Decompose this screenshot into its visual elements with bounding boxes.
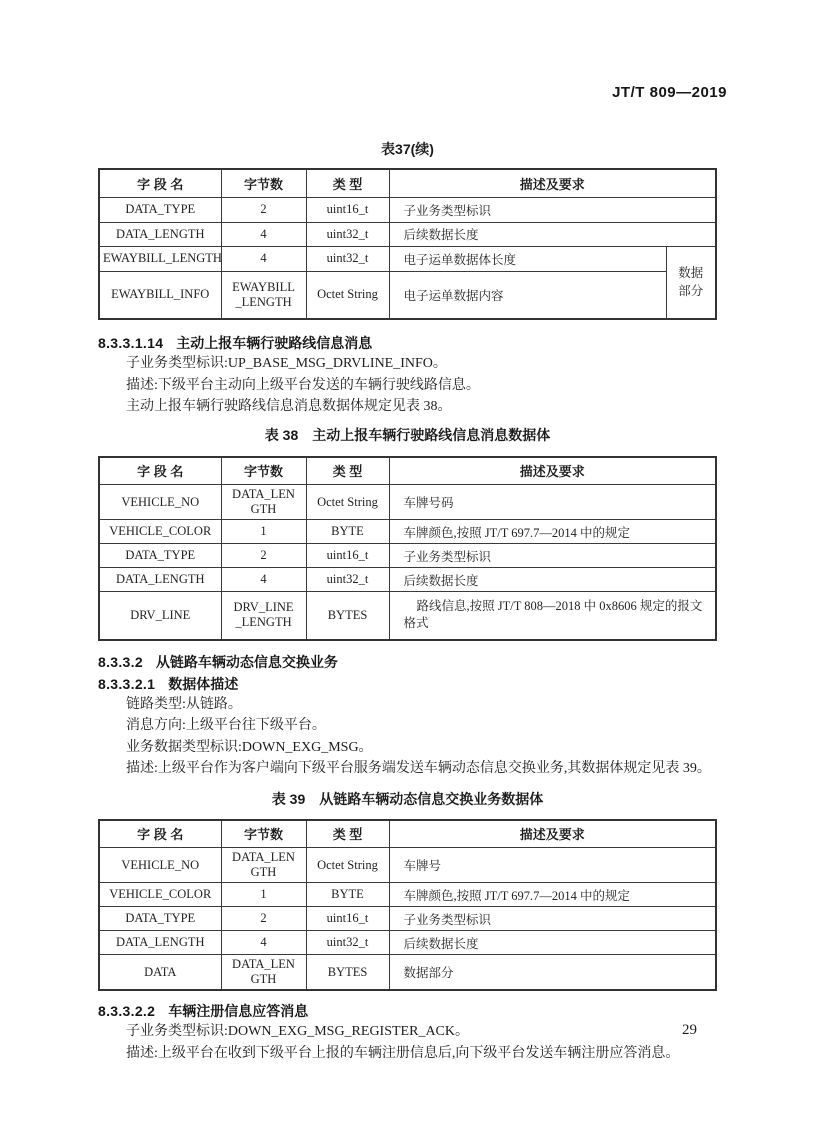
description-cell: 后续数据长度	[389, 568, 716, 592]
type-cell: uint16_t	[306, 544, 389, 568]
table-row	[99, 246, 716, 271]
description-cell: 车牌号码	[389, 485, 716, 520]
table-row	[99, 520, 716, 544]
section-heading-8-3-3-2-1	[98, 674, 717, 694]
description-cell: 子业务类型标识	[389, 544, 716, 568]
table38-header-row	[99, 457, 716, 485]
table-caption-label: 表 39	[271, 790, 306, 807]
body-line: 链路类型:从链路。	[126, 696, 242, 712]
byte-count-cell: 4	[221, 246, 306, 271]
type-cell: uint32_t	[306, 246, 389, 271]
body-line: 描述:上级平台在收到下级平台上报的车辆注册信息后,向下级平台发送车辆注册应答消息。	[126, 1045, 680, 1061]
section-number: 8.3.3.1.14	[98, 335, 164, 351]
description-cell: 车牌颜色,按照 JT/T 697.7—2014 中的规定	[389, 883, 716, 907]
column-header-field: 字 段 名	[99, 820, 221, 848]
table38-caption	[98, 426, 717, 444]
type-cell: BYTES	[306, 955, 389, 991]
table37-header-row	[99, 169, 716, 197]
table-caption-title: 从链路车辆动态信息交换业务数据体	[319, 790, 544, 807]
table37	[98, 168, 717, 320]
description-cell: 数据部分	[389, 955, 716, 991]
description-cell: 子业务类型标识	[389, 907, 716, 931]
byte-count-cell: DATA_LENGTH	[221, 848, 306, 883]
table-row	[99, 222, 716, 246]
byte-count-cell: EWAYBILL_LENGTH	[221, 271, 306, 319]
description-cell: 子业务类型标识	[389, 197, 716, 222]
type-cell: Octet String	[306, 848, 389, 883]
column-header-type: 类 型	[306, 820, 389, 848]
table39	[98, 819, 717, 992]
type-cell: Octet String	[306, 271, 389, 319]
column-header-desc: 描述及要求	[389, 820, 716, 848]
section-number: 8.3.3.2	[98, 653, 143, 670]
table-row	[99, 271, 716, 319]
column-header-type: 类 型	[306, 457, 389, 485]
body-line: 业务数据类型标识:DOWN_EXG_MSG。	[126, 739, 373, 755]
type-cell: Octet String	[306, 485, 389, 520]
table-caption-title: 主动上报车辆行驶路线信息消息数据体	[312, 426, 551, 443]
byte-count-cell: 4	[221, 568, 306, 592]
standard-number-header: JT/T 809—2019	[612, 84, 727, 101]
byte-count-cell: 4	[221, 222, 306, 246]
field-name-cell: VEHICLE_NO	[99, 485, 221, 520]
column-header-bytes: 字节数	[221, 457, 306, 485]
type-cell: uint32_t	[306, 568, 389, 592]
body-line: 描述:上级平台作为客户端向下级平台服务端发送车辆动态信息交换业务,其数据体规定见表 39。	[126, 761, 711, 776]
byte-count-cell: DATA_LENGTH	[221, 485, 306, 520]
field-name-cell: VEHICLE_NO	[99, 848, 221, 883]
type-cell: uint32_t	[306, 931, 389, 955]
table-row	[99, 931, 716, 955]
byte-count-cell: 2	[221, 907, 306, 931]
body-line: 主动上报车辆行驶路线信息消息数据体规定见表 38。	[126, 399, 452, 414]
table-caption-label: 表 38	[264, 426, 299, 443]
column-header-bytes: 字节数	[221, 820, 306, 848]
column-header-bytes: 字节数	[221, 169, 306, 197]
field-name-cell: DATA_TYPE	[99, 544, 221, 568]
section-title: 主动上报车辆行驶路线信息消息	[176, 335, 373, 351]
section-body	[98, 1021, 717, 1064]
section-title: 数据体描述	[168, 675, 239, 692]
byte-count-cell: 1	[221, 883, 306, 907]
description-cell: 车牌号	[389, 848, 716, 883]
description-cell: 后续数据长度	[389, 931, 716, 955]
page-content	[98, 140, 717, 1064]
body-line: 子业务类型标识:DOWN_EXG_MSG_REGISTER_ACK。	[126, 1024, 469, 1039]
table39-caption	[98, 790, 717, 808]
byte-count-cell: 2	[221, 197, 306, 222]
body-line: 子业务类型标识:UP_BASE_MSG_DRVLINE_INFO。	[126, 356, 447, 371]
field-name-cell: DRV_LINE	[99, 592, 221, 640]
description-cell: 电子运单数据体长度	[389, 246, 666, 271]
section-title: 车辆注册信息应答消息	[168, 1003, 309, 1019]
page-number: 29	[682, 1022, 697, 1038]
column-header-field: 字 段 名	[99, 457, 221, 485]
table-row	[99, 848, 716, 883]
column-header-field: 字 段 名	[99, 169, 221, 197]
type-cell: uint16_t	[306, 907, 389, 931]
body-line: 描述:下级平台主动向上级平台发送的车辆行驶线路信息。	[126, 377, 480, 393]
field-name-cell: VEHICLE_COLOR	[99, 520, 221, 544]
column-header-desc: 描述及要求	[389, 457, 716, 485]
type-cell: uint32_t	[306, 222, 389, 246]
table38	[98, 456, 717, 641]
column-header-type: 类 型	[306, 169, 389, 197]
section-heading-8-3-3-2	[98, 652, 717, 672]
section-body	[98, 694, 717, 780]
type-cell: BYTE	[306, 883, 389, 907]
table-row	[99, 907, 716, 931]
table-row	[99, 197, 716, 222]
field-name-cell: DATA_TYPE	[99, 197, 221, 222]
section-heading-8-3-3-2-2	[98, 1001, 717, 1021]
table-row	[99, 592, 716, 640]
section-number: 8.3.3.2.1	[98, 675, 156, 692]
description-cell: 路线信息,按照 JT/T 808—2018 中 0x8606 规定的报文格式	[389, 592, 716, 640]
description-cell: 电子运单数据内容	[389, 271, 666, 319]
section-number: 8.3.3.2.2	[98, 1003, 156, 1019]
byte-count-cell: 4	[221, 931, 306, 955]
field-name-cell: DATA_TYPE	[99, 907, 221, 931]
type-cell: BYTES	[306, 592, 389, 640]
byte-count-cell: 2	[221, 544, 306, 568]
table39-header-row	[99, 820, 716, 848]
section-body	[98, 353, 717, 418]
section-title: 从链路车辆动态信息交换业务	[155, 653, 338, 670]
table-row	[99, 485, 716, 520]
table-row	[99, 955, 716, 991]
field-name-cell: DATA	[99, 955, 221, 991]
byte-count-cell: DRV_LINE_LENGTH	[221, 592, 306, 640]
body-line: 消息方向:上级平台往下级平台。	[126, 718, 326, 733]
byte-count-cell: 1	[221, 520, 306, 544]
type-cell: BYTE	[306, 520, 389, 544]
section-heading-8-3-3-1-14	[98, 333, 717, 353]
description-cell: 后续数据长度	[389, 222, 716, 246]
table-row	[99, 544, 716, 568]
column-header-desc: 描述及要求	[389, 169, 716, 197]
table37-caption: 表37(续)	[381, 141, 434, 157]
field-name-cell: DATA_LENGTH	[99, 568, 221, 592]
description-cell: 车牌颜色,按照 JT/T 697.7—2014 中的规定	[389, 520, 716, 544]
table-row	[99, 568, 716, 592]
field-name-cell: EWAYBILL_INFO	[99, 271, 221, 319]
field-name-cell: VEHICLE_COLOR	[99, 883, 221, 907]
data-part-side-label: 数据部分	[666, 246, 716, 319]
field-name-cell: DATA_LENGTH	[99, 931, 221, 955]
field-name-cell: EWAYBILL_LENGTH	[99, 246, 221, 271]
field-name-cell: DATA_LENGTH	[99, 222, 221, 246]
table-row	[99, 883, 716, 907]
byte-count-cell: DATA_LENGTH	[221, 955, 306, 991]
type-cell: uint16_t	[306, 197, 389, 222]
